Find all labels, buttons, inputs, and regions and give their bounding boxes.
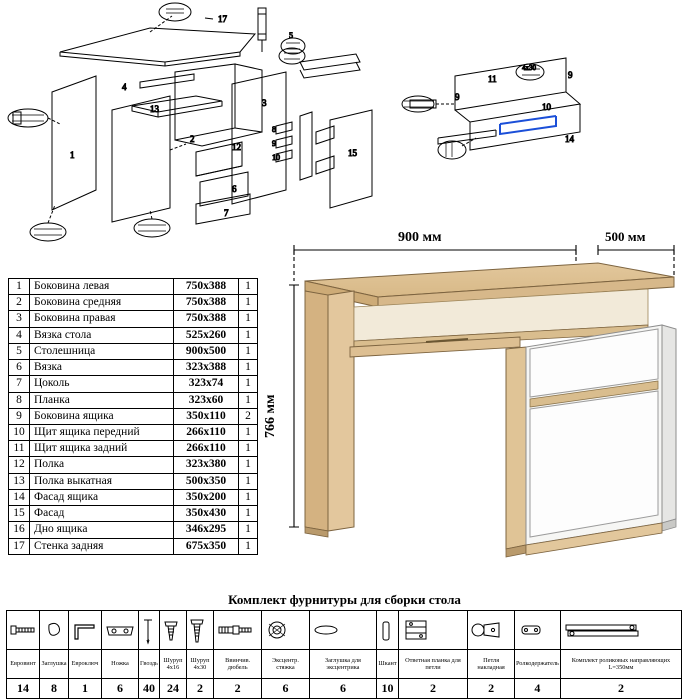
part-qty: 1 [239,392,258,408]
table-row [9,424,258,440]
hardware-name: Ввинчив. дюбель [213,650,261,679]
part-size: 346x295 [174,522,239,538]
hardware-qty: 2 [560,679,681,699]
hardware-title: Комплект фурнитуры для сборки стола [228,592,461,607]
hardware-name: Ответная планка для петли [398,650,468,679]
part-qty: 1 [239,457,258,473]
wood-dowel-icon [377,611,398,650]
part-size: 266x110 [174,441,239,457]
part-number: 8 [9,392,30,408]
part-number: 2 [9,295,30,311]
part-number: 14 [9,489,30,505]
part-name: Столешница [30,343,174,359]
cam-cap-icon [309,611,377,650]
cap-icon [40,611,69,650]
part-number: 17 [9,538,30,554]
part-number: 4 [9,327,30,343]
hardware-qty: 6 [262,679,309,699]
part-size: 900x500 [174,343,239,359]
hardware-name: Ролкодержатель [514,650,560,679]
hardware-name [186,650,213,679]
part-name: Боковина левая [30,279,174,295]
svg-text:9: 9 [272,139,276,148]
part-name: Фасад ящика [30,489,174,505]
part-qty: 1 [239,311,258,327]
table-row [9,473,258,489]
table-row [9,489,258,505]
svg-text:17: 17 [218,14,227,24]
part-qty: 2 [239,408,258,424]
svg-text:4: 4 [122,82,127,92]
part-number: 12 [9,457,30,473]
svg-text:2: 2 [190,134,195,144]
euroscrew-icon [7,611,40,650]
table-row [9,327,258,343]
part-qty: 1 [239,538,258,554]
part-size: 350x200 [174,489,239,505]
hardware-qty: 6 [102,679,139,699]
part-name: Стенка задняя [30,538,174,554]
part-size: 266x110 [174,424,239,440]
table-row [9,441,258,457]
hardware-name: Заглушка для эксцентрика [309,650,377,679]
desk-drawing [258,215,689,585]
hardware-qty: 1 [69,679,102,699]
slide-set-icon [560,611,681,650]
part-qty: 1 [239,360,258,376]
table-row [9,392,258,408]
roller-holder-icon [514,611,560,650]
hardware-name-text: Шуруп [163,656,183,664]
svg-text:4x30: 4x30 [522,64,536,72]
part-qty: 1 [239,506,258,522]
part-number: 9 [9,408,30,424]
svg-text:11: 11 [488,74,497,84]
part-name: Боковина ящика [30,408,174,424]
hardware-name-sub: 4x16 [166,664,180,671]
svg-text:3: 3 [262,98,267,108]
hardware-qty: 6 [309,679,377,699]
part-qty: 1 [239,424,258,440]
height-dimension-label: 766 мм [263,394,278,438]
part-number: 3 [9,311,30,327]
table-row [9,538,258,554]
hardware-name: Евроключ [69,650,102,679]
part-name: Вязка стола [30,327,174,343]
part-size: 323x74 [174,376,239,392]
eurokey-icon [69,611,102,650]
parts-table [8,278,258,555]
part-name: Щит ящика передний [30,424,174,440]
hardware-qty: 2 [186,679,213,699]
svg-text:15: 15 [348,148,357,158]
hardware-name: Шкант [377,650,398,679]
part-size: 525x260 [174,327,239,343]
part-name: Дно ящика [30,522,174,538]
assembly-diagram [0,0,689,250]
depth-dimension-label: 500 мм [605,229,646,244]
hardware-name: Заглушка [40,650,69,679]
hinge-plate-icon [398,611,468,650]
part-qty: 1 [239,295,258,311]
part-number: 16 [9,522,30,538]
part-qty: 1 [239,279,258,295]
table-row [9,311,258,327]
svg-text:7: 7 [224,208,229,218]
nail-icon [139,611,160,650]
hardware-name: Евровинт [7,650,40,679]
svg-text:8: 8 [272,125,276,134]
part-size: 750x388 [174,295,239,311]
part-name: Боковина правая [30,311,174,327]
part-number: 1 [9,279,30,295]
hardware-name-text: Шуруп [190,656,210,664]
part-qty: 1 [239,473,258,489]
cam-lock-icon [262,611,309,650]
table-row [9,457,258,473]
hardware-name-row [7,650,682,679]
dowel-screw-icon [213,611,261,650]
part-name: Щит ящика задний [30,441,174,457]
part-number: 6 [9,360,30,376]
svg-text:6: 6 [232,184,237,194]
table-row [9,408,258,424]
hardware-name: Гвоздь [139,650,160,679]
svg-text:10: 10 [272,153,280,162]
hardware-icon-row [7,611,682,650]
table-row [9,343,258,359]
hardware-qty: 10 [377,679,398,699]
part-qty: 1 [239,441,258,457]
part-size: 500x350 [174,473,239,489]
part-qty: 1 [239,376,258,392]
part-size: 350x430 [174,506,239,522]
hardware-qty: 8 [40,679,69,699]
part-size: 350x110 [174,408,239,424]
hardware-name-sub: 4x30 [193,664,207,671]
hardware-qty: 2 [398,679,468,699]
svg-text:1: 1 [70,150,75,160]
part-name: Полка выкатная [30,473,174,489]
svg-text:9: 9 [455,92,460,102]
hardware-table [6,610,682,699]
part-qty: 1 [239,343,258,359]
svg-text:10: 10 [542,102,551,112]
hardware-name: Ножка [102,650,139,679]
part-number: 10 [9,424,30,440]
part-number: 7 [9,376,30,392]
table-row [9,376,258,392]
part-number: 5 [9,343,30,359]
part-qty: 1 [239,489,258,505]
hardware-name: Комплект роликовых направляющих L=350мм [560,650,681,679]
part-size: 323x60 [174,392,239,408]
part-size: 323x380 [174,457,239,473]
table-row [9,506,258,522]
part-name: Вязка [30,360,174,376]
part-number: 11 [9,441,30,457]
hardware-qty-row [7,679,682,699]
parts-table-body [9,279,258,555]
part-name: Боковина средняя [30,295,174,311]
hardware-name: Петля накладная [468,650,515,679]
part-qty: 1 [239,327,258,343]
part-number: 15 [9,506,30,522]
svg-text:5: 5 [289,31,293,40]
part-name: Планка [30,392,174,408]
svg-text:9: 9 [568,70,573,80]
part-size: 323x388 [174,360,239,376]
hardware-name: Эксцентр. стяжка [262,650,309,679]
table-row [9,522,258,538]
part-number: 13 [9,473,30,489]
part-name: Фасад [30,506,174,522]
part-name: Полка [30,457,174,473]
svg-text:13: 13 [150,104,159,114]
hardware-name [159,650,186,679]
part-size: 750x388 [174,279,239,295]
table-row [9,295,258,311]
hinge-icon [468,611,515,650]
part-size: 750x388 [174,311,239,327]
screw-4x16-icon [159,611,186,650]
svg-text:14: 14 [565,134,574,144]
width-dimension-label: 900 мм [398,230,442,245]
part-size: 675x350 [174,538,239,554]
hardware-qty: 40 [139,679,160,699]
hardware-qty: 14 [7,679,40,699]
hardware-qty: 2 [468,679,515,699]
part-qty: 1 [239,522,258,538]
hardware-qty: 4 [514,679,560,699]
table-row [9,360,258,376]
hardware-qty: 2 [213,679,261,699]
svg-text:12: 12 [232,142,241,152]
table-row [9,279,258,295]
part-name: Цоколь [30,376,174,392]
hardware-qty: 24 [159,679,186,699]
foot-icon [102,611,139,650]
screw-4x30-icon [186,611,213,650]
